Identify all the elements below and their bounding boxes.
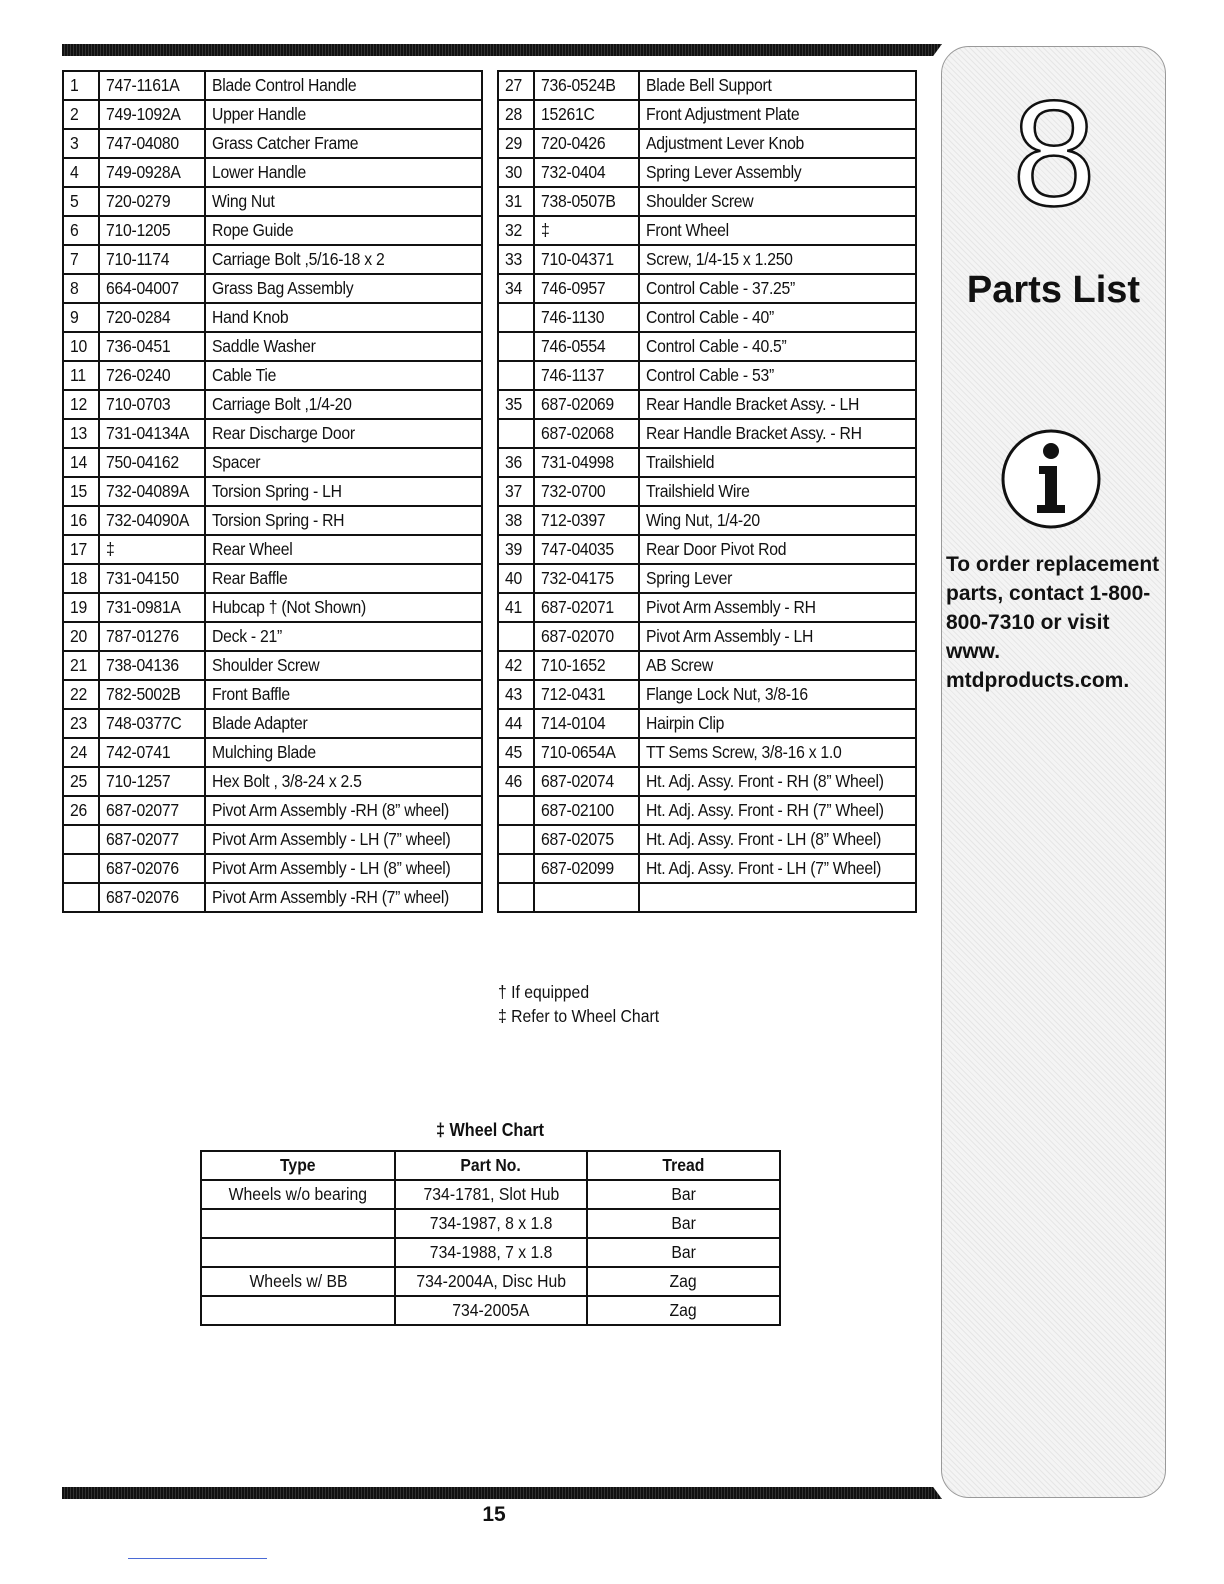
cell-part: 746-0957 xyxy=(534,274,639,303)
table-row xyxy=(498,622,916,651)
table-row xyxy=(63,477,482,506)
cell-ref: 5 xyxy=(63,187,99,216)
cell-part: 731-04150 xyxy=(99,564,205,593)
wheel-chart-cell: Zag xyxy=(587,1296,780,1325)
table-row xyxy=(498,361,916,390)
cell-desc: Control Cable - 37.25” xyxy=(639,274,916,303)
cell-part: 710-1652 xyxy=(534,651,639,680)
cell-part: 787-01276 xyxy=(99,622,205,651)
cell-desc: Shoulder Screw xyxy=(639,187,916,216)
page-number: 15 xyxy=(482,1503,506,1526)
cell-ref: 36 xyxy=(498,448,534,477)
table-row xyxy=(498,129,916,158)
table-row xyxy=(63,709,482,738)
cell-ref: 16 xyxy=(63,506,99,535)
table-row xyxy=(63,506,482,535)
cell-ref: 32 xyxy=(498,216,534,245)
cell-desc: Grass Bag Assembly xyxy=(205,274,482,303)
table-row xyxy=(498,274,916,303)
cell-desc: Trailshield Wire xyxy=(639,477,916,506)
cell-part: 720-0279 xyxy=(99,187,205,216)
cell-desc: Pivot Arm Assembly - LH (7” wheel) xyxy=(205,825,482,854)
wheel-chart-header-tread: Tread xyxy=(587,1151,780,1180)
cell-desc: Pivot Arm Assembly - LH (8” wheel) xyxy=(205,854,482,883)
cell-ref: 9 xyxy=(63,303,99,332)
wheel-chart-cell: 734-2005A xyxy=(395,1296,587,1325)
cell-part: 687-02077 xyxy=(99,825,205,854)
info-icon xyxy=(999,427,1103,536)
cell-part: 746-1137 xyxy=(534,361,639,390)
cell-desc: Saddle Washer xyxy=(205,332,482,361)
cell-desc: Mulching Blade xyxy=(205,738,482,767)
table-row xyxy=(63,825,482,854)
cell-desc: Ht. Adj. Assy. Front - LH (7” Wheel) xyxy=(639,854,916,883)
cell-part: 687-02077 xyxy=(99,796,205,825)
cell-desc xyxy=(639,883,916,912)
cell-part: 732-0404 xyxy=(534,158,639,187)
table-row xyxy=(63,303,482,332)
footnotes xyxy=(498,980,677,1028)
table-row xyxy=(498,419,916,448)
cell-ref: 2 xyxy=(63,100,99,129)
cell-part: ‡ xyxy=(99,535,205,564)
table-row xyxy=(63,767,482,796)
cell-ref: 7 xyxy=(63,245,99,274)
table-row xyxy=(63,245,482,274)
section-title: Parts List xyxy=(966,269,1141,311)
table-row xyxy=(63,564,482,593)
table-row xyxy=(498,216,916,245)
cell-desc: Upper Handle xyxy=(205,100,482,129)
cell-ref: 15 xyxy=(63,477,99,506)
cell-part: 736-0451 xyxy=(99,332,205,361)
cell-desc: Ht. Adj. Assy. Front - LH (8” Wheel) xyxy=(639,825,916,854)
cell-ref: 4 xyxy=(63,158,99,187)
cell-desc: Front Adjustment Plate xyxy=(639,100,916,129)
table-row xyxy=(63,680,482,709)
cell-ref: 37 xyxy=(498,477,534,506)
cell-desc: TT Sems Screw, 3/8-16 x 1.0 xyxy=(639,738,916,767)
cell-desc: Spring Lever Assembly xyxy=(639,158,916,187)
table-row xyxy=(498,825,916,854)
cell-desc: Torsion Spring - RH xyxy=(205,506,482,535)
cell-ref: 42 xyxy=(498,651,534,680)
cell-part: 782-5002B xyxy=(99,680,205,709)
cell-ref: 18 xyxy=(63,564,99,593)
cell-part: 710-1174 xyxy=(99,245,205,274)
cell-part: 15261C xyxy=(534,100,639,129)
cell-part: ‡ xyxy=(534,216,639,245)
table-row xyxy=(498,767,916,796)
wheel-chart-cell: 734-1988, 7 x 1.8 xyxy=(395,1238,587,1267)
bottom-rule xyxy=(62,1487,942,1499)
table-row xyxy=(63,622,482,651)
cell-desc: Blade Bell Support xyxy=(639,71,916,100)
cell-ref: 30 xyxy=(498,158,534,187)
cell-desc: Cable Tie xyxy=(205,361,482,390)
top-rule xyxy=(62,44,942,56)
cell-desc: Pivot Arm Assembly - RH xyxy=(639,593,916,622)
cell-desc: Front Wheel xyxy=(639,216,916,245)
cell-desc: Blade Adapter xyxy=(205,709,482,738)
cell-part: 732-04175 xyxy=(534,564,639,593)
table-row xyxy=(63,535,482,564)
cell-ref: 44 xyxy=(498,709,534,738)
table-row xyxy=(498,535,916,564)
cell-part: 749-1092A xyxy=(99,100,205,129)
cell-part: 687-02100 xyxy=(534,796,639,825)
cell-part: 687-02099 xyxy=(534,854,639,883)
cell-part: 731-04134A xyxy=(99,419,205,448)
cell-desc: Control Cable - 40.5” xyxy=(639,332,916,361)
table-row xyxy=(498,651,916,680)
footnote-if-equipped: † If equipped xyxy=(498,982,590,1002)
table-row xyxy=(63,71,482,100)
table-row xyxy=(498,448,916,477)
cell-part: 748-0377C xyxy=(99,709,205,738)
cell-desc: Pivot Arm Assembly -RH (7” wheel) xyxy=(205,883,482,912)
cell-part: 710-0654A xyxy=(534,738,639,767)
cell-desc: Adjustment Lever Knob xyxy=(639,129,916,158)
cell-part: 732-04089A xyxy=(99,477,205,506)
cell-desc: Front Baffle xyxy=(205,680,482,709)
wheel-chart-row xyxy=(201,1180,780,1209)
cell-ref: 41 xyxy=(498,593,534,622)
cell-desc: Ht. Adj. Assy. Front - RH (8” Wheel) xyxy=(639,767,916,796)
footnote-wheel-chart: ‡ Refer to Wheel Chart xyxy=(498,1006,660,1026)
cell-desc: Hubcap † (Not Shown) xyxy=(205,593,482,622)
cell-part: 747-04080 xyxy=(99,129,205,158)
table-row xyxy=(63,216,482,245)
cell-part: 710-0703 xyxy=(99,390,205,419)
cell-desc: Grass Catcher Frame xyxy=(205,129,482,158)
table-row xyxy=(498,332,916,361)
cell-part: 749-0928A xyxy=(99,158,205,187)
wheel-chart-cell: Zag xyxy=(587,1267,780,1296)
cell-part: 687-02074 xyxy=(534,767,639,796)
cell-desc: Rear Handle Bracket Assy. - LH xyxy=(639,390,916,419)
table-row xyxy=(498,390,916,419)
cell-part: 731-0981A xyxy=(99,593,205,622)
cell-part: 687-02068 xyxy=(534,419,639,448)
table-row xyxy=(498,506,916,535)
wheel-chart-cell: Bar xyxy=(587,1209,780,1238)
cell-part: 687-02071 xyxy=(534,593,639,622)
cell-ref: 24 xyxy=(63,738,99,767)
cell-ref xyxy=(498,883,534,912)
cell-desc: Spacer xyxy=(205,448,482,477)
table-row xyxy=(63,187,482,216)
cell-part: 731-04998 xyxy=(534,448,639,477)
wheel-chart-row xyxy=(201,1296,780,1325)
cell-ref: 1 xyxy=(63,71,99,100)
cell-part: 712-0397 xyxy=(534,506,639,535)
wheel-chart-header-part-no: Part No. xyxy=(395,1151,587,1180)
cell-ref: 34 xyxy=(498,274,534,303)
cell-ref: 3 xyxy=(63,129,99,158)
table-row xyxy=(498,883,916,912)
table-row xyxy=(63,361,482,390)
cell-ref: 11 xyxy=(63,361,99,390)
cell-desc: Control Cable - 40” xyxy=(639,303,916,332)
table-row xyxy=(498,245,916,274)
table-row xyxy=(63,738,482,767)
cell-desc: Control Cable - 53” xyxy=(639,361,916,390)
table-row xyxy=(498,738,916,767)
cell-ref: 27 xyxy=(498,71,534,100)
cell-part: 746-0554 xyxy=(534,332,639,361)
table-row xyxy=(63,796,482,825)
table-row xyxy=(498,158,916,187)
cell-ref: 6 xyxy=(63,216,99,245)
wheel-chart-header-type: Type xyxy=(201,1151,395,1180)
cell-part: 687-02069 xyxy=(534,390,639,419)
wheel-chart-header-row xyxy=(201,1151,780,1180)
wheel-chart-row xyxy=(201,1238,780,1267)
table-row xyxy=(63,100,482,129)
table-row xyxy=(498,709,916,738)
cell-part: 738-0507B xyxy=(534,187,639,216)
cell-desc: Carriage Bolt ,5/16-18 x 2 xyxy=(205,245,482,274)
cell-desc: Hex Bolt , 3/8-24 x 2.5 xyxy=(205,767,482,796)
table-row xyxy=(63,419,482,448)
table-row xyxy=(63,448,482,477)
table-row xyxy=(498,71,916,100)
cell-part: 712-0431 xyxy=(534,680,639,709)
cell-part: 687-02076 xyxy=(99,883,205,912)
cell-ref: 17 xyxy=(63,535,99,564)
cell-ref: 33 xyxy=(498,245,534,274)
cell-part: 664-04007 xyxy=(99,274,205,303)
cell-ref xyxy=(498,854,534,883)
cell-part: 710-1257 xyxy=(99,767,205,796)
wheel-chart-row xyxy=(201,1209,780,1238)
table-row xyxy=(498,477,916,506)
cell-desc: Torsion Spring - LH xyxy=(205,477,482,506)
cell-part xyxy=(534,883,639,912)
cell-ref xyxy=(498,419,534,448)
cell-desc: Rear Handle Bracket Assy. - RH xyxy=(639,419,916,448)
cell-part: 687-02070 xyxy=(534,622,639,651)
cell-part: 732-0700 xyxy=(534,477,639,506)
cell-ref: 14 xyxy=(63,448,99,477)
wheel-chart-cell: Bar xyxy=(587,1180,780,1209)
cell-desc: Wing Nut xyxy=(205,187,482,216)
section-number-badge xyxy=(942,75,1165,230)
cell-ref: 35 xyxy=(498,390,534,419)
cell-part: 747-1161A xyxy=(99,71,205,100)
cell-desc: Screw, 1/4-15 x 1.250 xyxy=(639,245,916,274)
table-row xyxy=(63,883,482,912)
cell-part: 714-0104 xyxy=(534,709,639,738)
table-row xyxy=(63,158,482,187)
wheel-chart-row xyxy=(201,1267,780,1296)
cell-ref: 43 xyxy=(498,680,534,709)
wheel-chart-cell xyxy=(201,1209,395,1238)
cell-ref: 10 xyxy=(63,332,99,361)
table-row xyxy=(63,332,482,361)
cell-desc: Carriage Bolt ,1/4-20 xyxy=(205,390,482,419)
table-row xyxy=(498,593,916,622)
cell-part: 732-04090A xyxy=(99,506,205,535)
cell-ref: 19 xyxy=(63,593,99,622)
cell-ref: 40 xyxy=(498,564,534,593)
cell-ref: 28 xyxy=(498,100,534,129)
cell-desc: Flange Lock Nut, 3/8-16 xyxy=(639,680,916,709)
cell-ref xyxy=(63,883,99,912)
cell-ref xyxy=(498,796,534,825)
cell-ref: 31 xyxy=(498,187,534,216)
cell-ref xyxy=(498,332,534,361)
cell-desc: Blade Control Handle xyxy=(205,71,482,100)
wheel-chart-title: ‡ Wheel Chart xyxy=(435,1120,545,1140)
cell-desc: Hand Knob xyxy=(205,303,482,332)
table-row xyxy=(63,593,482,622)
cell-desc: Hairpin Clip xyxy=(639,709,916,738)
table-row xyxy=(498,854,916,883)
cell-part: 750-04162 xyxy=(99,448,205,477)
table-row xyxy=(63,651,482,680)
cell-part: 736-0524B xyxy=(534,71,639,100)
cell-part: 726-0240 xyxy=(99,361,205,390)
cell-ref: 29 xyxy=(498,129,534,158)
cell-part: 720-0284 xyxy=(99,303,205,332)
cell-ref xyxy=(498,825,534,854)
cell-part: 746-1130 xyxy=(534,303,639,332)
section-number-text: 8 xyxy=(1012,75,1096,225)
parts-table-right xyxy=(497,70,917,913)
cell-desc: Rear Wheel xyxy=(205,535,482,564)
cell-ref: 12 xyxy=(63,390,99,419)
cell-ref xyxy=(63,854,99,883)
table-row xyxy=(498,564,916,593)
wheel-chart-table xyxy=(200,1150,781,1326)
cell-desc: Rear Discharge Door xyxy=(205,419,482,448)
cell-desc: AB Screw xyxy=(639,651,916,680)
divider-line xyxy=(128,1558,267,1559)
cell-ref: 13 xyxy=(63,419,99,448)
cell-part: 738-04136 xyxy=(99,651,205,680)
cell-desc: Ht. Adj. Assy. Front - RH (7” Wheel) xyxy=(639,796,916,825)
cell-desc: Rope Guide xyxy=(205,216,482,245)
cell-ref: 20 xyxy=(63,622,99,651)
table-row xyxy=(63,390,482,419)
cell-part: 742-0741 xyxy=(99,738,205,767)
cell-part: 710-1205 xyxy=(99,216,205,245)
table-row xyxy=(63,274,482,303)
cell-ref: 39 xyxy=(498,535,534,564)
cell-desc: Rear Baffle xyxy=(205,564,482,593)
wheel-chart-cell: Wheels w/o bearing xyxy=(201,1180,395,1209)
wheel-chart-cell: 734-1987, 8 x 1.8 xyxy=(395,1209,587,1238)
table-row xyxy=(498,796,916,825)
cell-part: 687-02075 xyxy=(534,825,639,854)
parts-table-left xyxy=(62,70,483,913)
cell-ref: 23 xyxy=(63,709,99,738)
table-row xyxy=(498,680,916,709)
sidebar-panel xyxy=(941,46,1166,1498)
cell-desc: Deck - 21” xyxy=(205,622,482,651)
cell-part: 720-0426 xyxy=(534,129,639,158)
table-row xyxy=(63,854,482,883)
order-parts-note: To order replacement parts, contact 1-800-800-7310 or visit www. mtdproducts.com. xyxy=(946,553,1160,692)
cell-ref: 38 xyxy=(498,506,534,535)
cell-ref: 8 xyxy=(63,274,99,303)
wheel-chart-cell xyxy=(201,1296,395,1325)
table-row xyxy=(498,303,916,332)
wheel-chart-cell: Bar xyxy=(587,1238,780,1267)
cell-part: 747-04035 xyxy=(534,535,639,564)
cell-desc: Lower Handle xyxy=(205,158,482,187)
cell-ref xyxy=(63,825,99,854)
table-row xyxy=(498,187,916,216)
cell-ref xyxy=(498,622,534,651)
wheel-chart-cell xyxy=(201,1238,395,1267)
cell-ref: 22 xyxy=(63,680,99,709)
cell-desc: Pivot Arm Assembly - LH xyxy=(639,622,916,651)
cell-ref xyxy=(498,303,534,332)
cell-part: 710-04371 xyxy=(534,245,639,274)
table-row xyxy=(63,129,482,158)
cell-desc: Trailshield xyxy=(639,448,916,477)
cell-ref xyxy=(498,361,534,390)
wheel-chart-cell: 734-2004A, Disc Hub xyxy=(395,1267,587,1296)
section-number-icon xyxy=(942,75,1167,225)
wheel-chart-cell: Wheels w/ BB xyxy=(201,1267,395,1296)
table-row xyxy=(498,100,916,129)
wheel-chart-cell: 734-1781, Slot Hub xyxy=(395,1180,587,1209)
cell-desc: Pivot Arm Assembly -RH (8” wheel) xyxy=(205,796,482,825)
cell-ref: 25 xyxy=(63,767,99,796)
cell-desc: Spring Lever xyxy=(639,564,916,593)
cell-desc: Shoulder Screw xyxy=(205,651,482,680)
cell-desc: Wing Nut, 1/4-20 xyxy=(639,506,916,535)
cell-ref: 21 xyxy=(63,651,99,680)
cell-ref: 46 xyxy=(498,767,534,796)
cell-ref: 45 xyxy=(498,738,534,767)
cell-desc: Rear Door Pivot Rod xyxy=(639,535,916,564)
cell-ref: 26 xyxy=(63,796,99,825)
cell-part: 687-02076 xyxy=(99,854,205,883)
